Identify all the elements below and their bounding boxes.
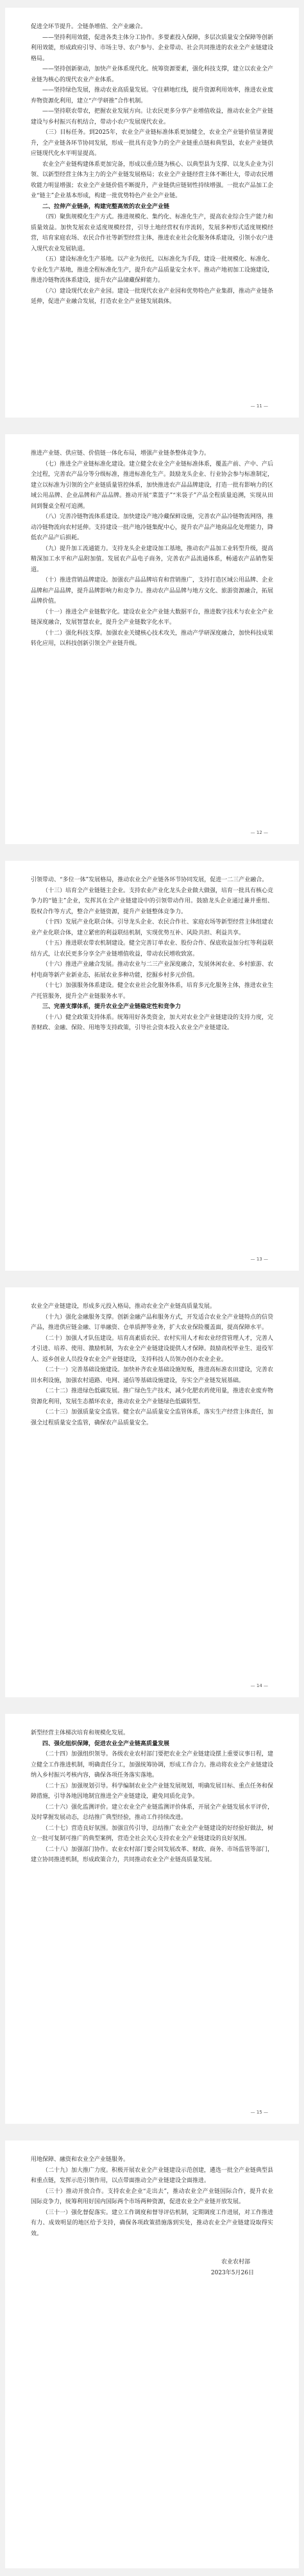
paragraph: 用地保障、融资和农业全产业链服务。 — [31, 2156, 130, 2163]
paragraph: （十四）发展产业化联合体。引导龙头企业、农民合作社、家庭农场等新型经营主体组建农业产业化联合体，建立紧密的利益联结机制，实现优势互补、风险共担、利益共享。 — [31, 919, 274, 936]
page — [5, 2140, 299, 2568]
page-body — [31, 1728, 273, 1866]
paragraph: （二十三）加强质量安全监管。健全农产品质量安全监管体系，落实生产经营主体责任，加强全过程质量安全监管，确保农产品质量安全。 — [31, 1409, 274, 1426]
page-number: — 13 — — [250, 1257, 268, 1262]
page-number: — 12 — — [250, 830, 268, 835]
paragraph: （十八）健全政策支持体系。统筹用好各类资金，加大对农业全产业链建设的支持力度，完善财政、金融、保险、用地等支持政策，引导社会资本投入农业全产业链建设。 — [31, 1014, 274, 1031]
section-heading: 三、完善支撑体系，提升农业全产业链稳定性和竞争力 — [42, 1004, 182, 1010]
section-heading: 四、强化组织保障，促进农业全产业链高质量发展 — [42, 1740, 170, 1747]
paragraph: （十七）加强服务体系建设。健全农业社会化服务体系，培育多元化服务主体，推进农业生产托管服务，提升全产业链服务水平。 — [31, 982, 274, 1000]
page — [5, 1714, 299, 2124]
page-body — [31, 875, 273, 1034]
page — [5, 1287, 299, 1697]
page-body — [31, 2155, 273, 2239]
paragraph: （八）完善冷链物流体系建设。加快建设产地冷藏保鲜设施，完善农产品冷链物流网络，推动冷链物流向农村延伸。支持建设一批产地冷链集配中心，提升农产品产地商品化处理能力，降低农产品产后损耗。 — [31, 514, 274, 541]
paragraph: （二十八）加强部门协作。农业农村部门要会同发展改革、财政、商务、市场监管等部门，建立协同推进机制，形成政策合力，共同推动农业全产业链高质量发展。 — [31, 1846, 274, 1863]
page-body — [31, 448, 273, 649]
signature-date: 2023年5月26日 — [210, 2269, 254, 2276]
paragraph: 推进产业链、供应链、价值链一体化布局，增强产业链条整体竞争力。 — [31, 450, 210, 457]
paragraph: （二十四）加强组织领导。各级农业农村部门要把农业全产业链建设摆上重要议事日程，建立健全工作推进机制，明确责任分工，加强统筹协调，形成工作合力。推动将农业全产业链建设纳入乡村振兴考核内容，确保各项任务落实落地。 — [31, 1751, 274, 1779]
paragraph: （十一）推进全产业链数字化。建设农业全产业链大数据平台，推进数字技术与农业全产业链深度融合，发展智慧农业，提升全产业链数字化水平。 — [31, 608, 274, 626]
paragraph: （二十七）营造良好氛围。加强宣传引导，总结推广农业全产业链建设的好经验好做法，树立一批可复制可推广的典型案例，营造全社会关心支持农业全产业链建设的良好氛围。 — [31, 1825, 274, 1842]
paragraph: ——坚持创新驱动，加快产业体系现代化。统筹资源要素，强化科技支撑，建立以农业全产业链为核心的现代农业产业体系。 — [31, 66, 274, 83]
signature-org: 农业农村部 — [221, 2259, 250, 2265]
page — [5, 8, 299, 418]
paragraph: ——坚持绿色发展，推动农业高质量发展。守住耕地红线，提升资源利用效率，推进农业废弃物资源化利用，建立“产学研推”合作机制。 — [31, 87, 274, 104]
paragraph: 农业全产业链建设，形成多元投入格局，推动农业全产业链高质量发展。 — [31, 1303, 216, 1310]
paragraph: 引领带动、“多位一体”发展格局，推动农业全产业链各环节协同发展，促进一二三产业融合。 — [31, 877, 268, 883]
paragraph: （六）建设现代农业产业园。建设一批现代农业产业园和优势特色产业集群，推动产业链条延伸，促进产业融合发展，打造农业全产业链发展载体。 — [31, 288, 274, 305]
paragraph: （二十一）完善基础设施建设。加快补齐农业基础设施短板，推进高标准农田建设，完善农田水利设施，加强农村道路、电网、通信等基础设施建设，夯实全产业链发展基础。 — [31, 1367, 274, 1384]
paragraph: （十五）推进联农带农机制建设。健全完善订单农业、股份合作、保底收益加分红等利益联结方式，让农民更多分享全产业链增值收益，带动农民增收致富。 — [31, 940, 274, 958]
paragraph: （七）推进全产业链标准化建设。建立健全农业全产业链标准体系，覆盖产前、产中、产后全过程，完善农产品分等分级标准，推进标准化生产。鼓励龙头企业、行业协会参与标准制定，建立以标准为引领的全产业链质量管控体系，加快推进农产品品牌建设，打造一批有影响力的区域公用品牌、企业品牌和产品品牌。推动开展“菜篮子”“米袋子”产品全程质量追溯，实现从田间到餐桌全程可追溯。 — [31, 461, 274, 510]
paragraph: ——坚持联农带农，把握农业发展方向。让农民更多分享产业增值收益，推动农业全产业链建设与乡村振兴有机结合，带动小农户发展现代农业。 — [31, 108, 274, 126]
page — [5, 434, 299, 844]
paragraph: （二十）加强人才队伍建设。培育高素质农民、农村实用人才和农业经营管理人才，完善人才引进、培养、使用、激励机制，为农业全产业链建设提供人才保障。鼓励高校毕业生、退役军人、返乡创业人员投身农业全产业链建设，支持科技人员领办创办农业企业。 — [31, 1335, 274, 1363]
paragraph: （三十）推动开放合作。支持农业企业“走出去”，推动农业全产业链国际合作，提升农业国际竞争力，统筹利用好国内国际两个市场两种资源，促进农业全产业链开放发展。 — [31, 2188, 273, 2205]
page-body — [31, 22, 273, 307]
page-body — [31, 1301, 273, 1428]
paragraph: （十六）推进产业融合发展。推动农业与二三产业深度融合，发展休闲农业、乡村旅游、农村电商等新产业新业态，拓展农业多种功能，挖掘乡村多元价值。 — [31, 961, 274, 979]
paragraph: 农业全产业链构建体系更加完备，形成以重点链为核心、以典型县为支撑、以龙头企业为引领、以新型经营主体为主力的全产业链发展格局；农业全产业链经营主体不断壮大，带动农民增收能力明显增强；农业全产业链价值不断提升，产业链供应链韧性持续增强。一批农产品加工企业“链主”企业基本形成，构建一批优势特色产业全产业链。 — [31, 161, 274, 199]
paragraph: ——坚持利用效能，促进各类主体分工协作。多要素投入保障，多层次质量安全保障等创新利用效能，形成政府引导、市场主导、农户参与、企业带动、社会共同推进的农业全产业链建设格局。 — [31, 34, 274, 62]
section-heading: 二、拉伸产业链条，构建完整高效的农业全产业链 — [42, 203, 170, 210]
paragraph: （二十六）强化监测评价。建立农业全产业链监测评价体系，开展全产业链发展水平评价，及时掌握发展动态，总结推广典型经验，推动工作持续改进。 — [31, 1804, 274, 1821]
paragraph: （十三）培育全产业链链主企业。支持农业产业化龙头企业做大做强，培育一批具有核心竞争力的“链主”企业，发挥其在全产业链建设中的引领带动作用。鼓励龙头企业通过兼并重组、股权合作等方式，整合产业链资源，提升产业链整体竞争力。 — [31, 887, 274, 915]
paragraph: （九）提升加工流通能力。支持龙头企业建设加工基地，推动农产品加工业转型升级，提高精深加工水平和产品附加值。发展农产品电子商务，完善农产品流通体系，畅通农产品销售渠道。 — [31, 545, 274, 573]
paragraph: （二十九）加大推广力度。积极开展农业全产业链建设示范创建，遴选一批全产业链典型县和重点链，发挥示范引领作用，以点带面推动全产业链建设全面推进。 — [31, 2167, 274, 2184]
page — [5, 861, 299, 1271]
page-number: — 15 — — [250, 2110, 268, 2115]
page-number: — 14 — — [250, 1683, 268, 1688]
paragraph: （十）推进营销品牌建设。加强农产品品牌培育和营销推广，支持打造区域公用品牌、企业品牌和产品品牌，提升品牌影响力和竞争力。推动农产品品牌与地方文化、旅游资源融合，拓展品牌价值。 — [31, 577, 274, 605]
paragraph: （二十五）加强规划引导。科学编制农业全产业链发展规划，明确发展目标、重点任务和保障措施，引导各地因地制宜推进全产业链建设，避免同质化竞争。 — [31, 1782, 274, 1800]
paragraph: （十二）强化科技支撑。加强农业关键核心技术攻关，推动产学研深度融合，加快科技成果转化应用，以科技创新引领全产业链升级。 — [31, 630, 274, 647]
paragraph: （十九）强化金融服务支撑。创新金融产品和服务方式，开发适合农业全产业链特点的信贷产品，推进供应链金融、订单融资、仓单质押等业务，扩大农业保险覆盖面，提高保障水平。 — [31, 1314, 274, 1331]
paragraph: （四）聚焦规模化生产方式。推进规模化、集约化、标准化生产，提高农业综合生产能力和质量效益。加快发展农业适度规模经营，引导土地经营权有序流转，发展多种形式适度规模经营，培育家庭农场、农民合作社等新型经营主体，推进农业社会化服务体系建设，引领小农户进入现代农业发展轨道。 — [31, 214, 274, 252]
paragraph: （五）建设标准化生产基地。以产业为依托，以标准化为手段，建设一批规模化、标准化、专业化生产基地，推进全程标准化生产，提升农产品质量安全水平。推动产地初加工设施建设，推进冷链物流体系建设，提升农产品储藏保鲜能力。 — [31, 256, 274, 284]
paragraph: （三十一）强化督促落实。建立工作调度和督导评估机制，定期调度工作进展，对工作推进有力、成效明显的地区给予支持，确保各项政策措施落到实处，推动农业全产业链建设取得实效。 — [31, 2209, 274, 2237]
page-number: — 11 — — [250, 404, 268, 409]
paragraph: （二十二）推进绿色低碳发展。推广绿色生产技术，减少化肥农药使用量，推进农业废弃物资源化利用，发展生态循环农业，推动农业全产业链绿色低碳转型。 — [31, 1388, 274, 1405]
paragraph: 新型经营主体梯次培育和规模化发展。 — [31, 1730, 130, 1736]
paragraph: 促进全环节提升。全链条增值、全产业融合。 — [31, 24, 147, 30]
paragraph: （三）目标任务。到2025年，农业全产业链标准体系更加健全，农业全产业链价值显著提升，全产业链各环节协同发展，形成一批具有竞争力的全产业链重点链和典型县，农业产业链供应链现代化水平明显提高。 — [31, 129, 274, 157]
